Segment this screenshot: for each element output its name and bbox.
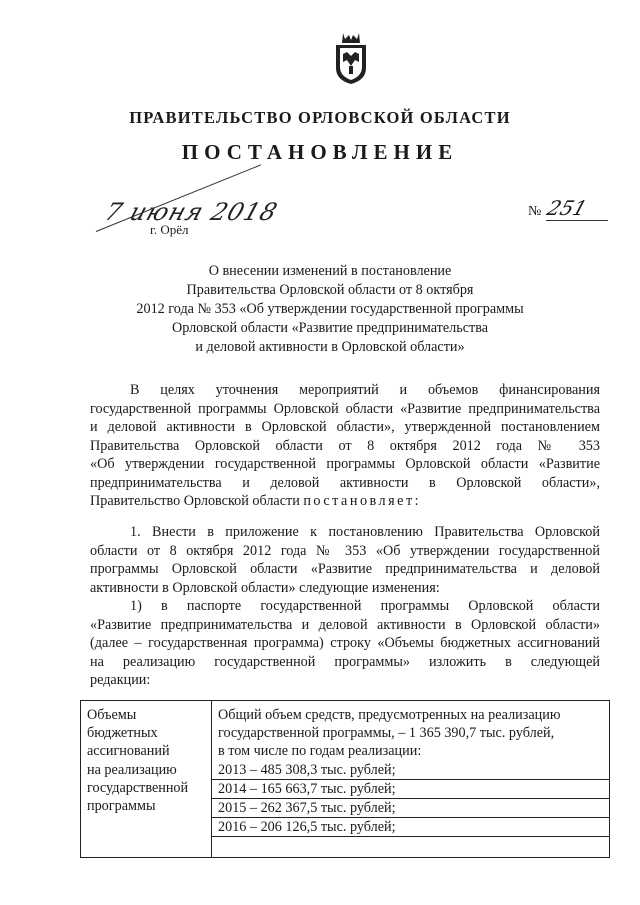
paragraph-line: на реализацию государственной программы» изложить в следующей	[90, 653, 600, 670]
subitem-1-paragraph	[90, 597, 600, 690]
government-title: ПРАВИТЕЛЬСТВО ОРЛОВСКОЙ ОБЛАСТИ	[129, 108, 511, 127]
paragraph-line: 1) в паспорте государственной программы Орловской области	[130, 598, 600, 614]
table-cell-value	[212, 701, 610, 858]
paragraph-last-line: редакции:	[90, 672, 151, 688]
paragraph-line: программы Орловской области «Развитие предпринимательства и деловой	[90, 561, 600, 577]
subject-line: О внесении изменений в постановление	[208, 263, 452, 279]
subject-line: Правительства Орловской области от 8 октября	[186, 282, 474, 298]
paragraph-line: государственной программы Орловской области «Развитие предпринимательства	[90, 400, 600, 417]
document-type: ПОСТАНОВЛЕНИЕ	[181, 140, 459, 164]
cell-line: Общий объем средств, предусмотренных на реализацию	[218, 707, 561, 723]
cell-line: 2013 – 485 308,3 тыс. рублей;	[212, 761, 609, 780]
table-row	[81, 701, 610, 858]
cell-line: ассигнований	[87, 743, 170, 760]
paragraph-last-line: активности в Орловской области» следующие изменения:	[90, 579, 440, 596]
number-label: №	[528, 204, 542, 219]
handwritten-date: 7 июня 2018	[101, 198, 282, 226]
paragraph-line: «Развитие предпринимательства и деловой активности в Орловской области»	[90, 616, 600, 633]
item-1-paragraph	[90, 523, 600, 597]
number-underline	[546, 220, 608, 221]
cell-line: программы	[87, 798, 156, 815]
cell-line: государственной программы, – 1 365 390,7 тыс. рублей,	[218, 725, 555, 742]
paragraph-line: «Об утверждении государственной программы Орловской области «Развитие	[90, 456, 600, 472]
city-label: г. Орёл	[150, 222, 189, 237]
subject-line: Орловской области «Развитие предпринимательства	[171, 320, 489, 336]
table-cell-label	[81, 701, 212, 858]
resolve-word: постановляет:	[303, 493, 422, 509]
handwritten-number: 251	[544, 196, 591, 220]
paragraph-line: предпринимательства и деловой активности в Орловской области»,	[90, 474, 600, 491]
paragraph-line: области от 8 октября 2012 года № 353 «Об утверждении государственной	[90, 542, 600, 559]
cell-line: на реализацию	[87, 761, 177, 778]
paragraph-line: и деловой активности в Орловской области», утвержденной постановлением	[90, 419, 600, 435]
resolve-prefix: Правительство Орловской области	[90, 493, 304, 509]
cell-line: бюджетных	[87, 725, 158, 742]
paragraph-line: В целях уточнения мероприятий и объемов финансирования	[130, 382, 600, 398]
coat-of-arms-icon	[329, 30, 373, 86]
cell-line: 2014 – 165 663,7 тыс. рублей;	[212, 780, 609, 799]
budget-table	[80, 700, 610, 858]
paragraph-last-line	[90, 492, 600, 511]
cell-line: Объемы	[87, 707, 137, 723]
cell-line: 2015 – 262 367,5 тыс. рублей;	[212, 799, 609, 818]
cell-line: государственной	[87, 779, 189, 796]
cell-line: в том числе по годам реализации:	[218, 743, 422, 760]
document-subject	[110, 262, 550, 357]
subject-line: 2012 года № 353 «Об утверждении государственной программы	[136, 301, 524, 317]
paragraph-line: Правительства Орловской области от 8 октября 2012 года № 353	[90, 437, 600, 454]
cell-line: 2016 – 206 126,5 тыс. рублей;	[212, 818, 609, 837]
subject-line: и деловой активности в Орловской области»	[195, 339, 465, 355]
preamble-paragraph	[90, 381, 600, 511]
paragraph-line: 1. Внести в приложение к постановлению Правительства Орловской	[130, 524, 600, 540]
paragraph-line: (далее – государственная программа) строку «Объемы бюджетных ассигнований	[90, 635, 600, 651]
